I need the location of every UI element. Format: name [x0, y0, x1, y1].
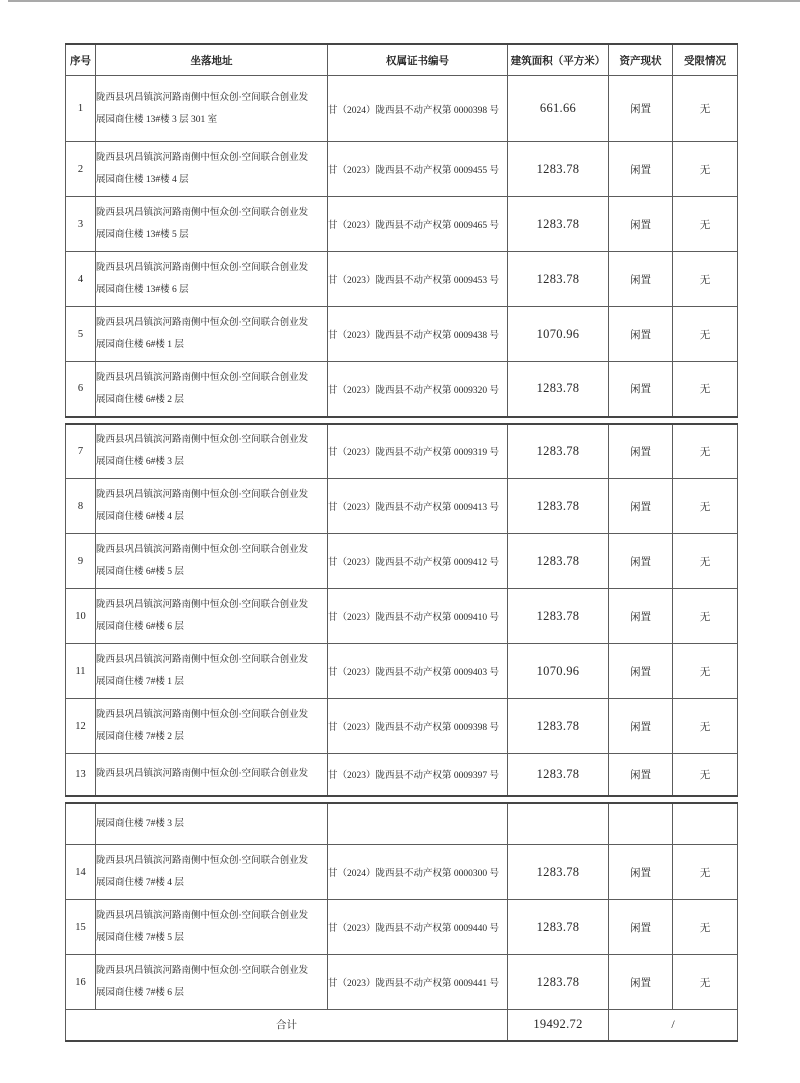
cell-restriction [673, 803, 738, 845]
address-line: 陇西县巩昌镇滨河路南侧中恒众创·空间联合创业发 [96, 655, 309, 665]
column-header-certificate: 权属证书编号 [328, 44, 508, 76]
cell-restriction: 无 [673, 644, 738, 699]
cell-status: 闲置 [609, 900, 673, 955]
cell-status: 闲置 [609, 142, 673, 197]
cell-certificate: 甘（2023）陇西县不动产权第 0009397 号 [328, 754, 508, 796]
cell-area: 1283.78 [508, 534, 609, 589]
cell-serial: 15 [66, 900, 96, 955]
asset-table-part-3 [65, 802, 738, 1042]
cell-certificate: 甘（2023）陇西县不动产权第 0009441 号 [328, 955, 508, 1010]
column-header-serial: 序号 [66, 44, 96, 76]
address-line: 陇西县巩昌镇滨河路南侧中恒众创·空间联合创业发 [96, 710, 309, 720]
cell-serial [66, 803, 96, 845]
table-header-row [66, 44, 738, 76]
cell-area: 1283.78 [508, 845, 609, 900]
cell-total-label: 合计 [66, 1010, 508, 1041]
cell-restriction: 无 [673, 424, 738, 479]
cell-address [96, 955, 328, 1010]
cell-address [96, 845, 328, 900]
cell-address [96, 197, 328, 252]
cell-address [96, 900, 328, 955]
column-header-status: 资产现状 [609, 44, 673, 76]
table-row [66, 252, 738, 307]
cell-certificate: 甘（2023）陇西县不动产权第 0009403 号 [328, 644, 508, 699]
column-header-area: 建筑面积（平方米） [508, 44, 609, 76]
table-row [66, 307, 738, 362]
cell-area: 1283.78 [508, 479, 609, 534]
cell-serial: 7 [66, 424, 96, 479]
cell-serial: 14 [66, 845, 96, 900]
address-line: 陇西县巩昌镇滨河路南侧中恒众创·空间联合创业发 [96, 600, 309, 610]
column-header-address: 坐落地址 [96, 44, 328, 76]
cell-address [96, 803, 328, 845]
cell-area: 1283.78 [508, 142, 609, 197]
address-line: 陇西县巩昌镇滨河路南侧中恒众创·空间联合创业发 [96, 263, 309, 273]
cell-address [96, 754, 328, 796]
address-line: 陇西县巩昌镇滨河路南侧中恒众创·空间联合创业发 [96, 856, 309, 866]
table-row [66, 197, 738, 252]
column-header-restriction: 受限情况 [673, 44, 738, 76]
cell-area: 1283.78 [508, 699, 609, 754]
asset-table-part-1 [65, 43, 738, 418]
asset-table-part-2 [65, 423, 738, 797]
address-line: 展园商住楼 13#楼 6 层 [96, 285, 189, 295]
address-line: 陇西县巩昌镇滨河路南侧中恒众创·空间联合创业发 [96, 208, 309, 218]
address-line: 展园商住楼 6#楼 1 层 [96, 340, 184, 350]
cell-area: 1283.78 [508, 362, 609, 417]
address-line: 展园商住楼 6#楼 4 层 [96, 512, 184, 522]
address-line: 展园商住楼 6#楼 6 层 [96, 622, 184, 632]
cell-restriction: 无 [673, 142, 738, 197]
cell-restriction: 无 [673, 754, 738, 796]
cell-status: 闲置 [609, 76, 673, 142]
cell-address [96, 362, 328, 417]
table-row-continuation [66, 803, 738, 845]
cell-status: 闲置 [609, 845, 673, 900]
cell-serial: 13 [66, 754, 96, 796]
cell-serial: 9 [66, 534, 96, 589]
table-row [66, 900, 738, 955]
address-line: 展园商住楼 6#楼 5 层 [96, 567, 184, 577]
address-line: 陇西县巩昌镇滨河路南侧中恒众创·空间联合创业发 [96, 966, 309, 976]
table-row [66, 754, 738, 796]
table-row [66, 142, 738, 197]
cell-serial: 8 [66, 479, 96, 534]
cell-certificate: 甘（2023）陇西县不动产权第 0009413 号 [328, 479, 508, 534]
cell-area: 1070.96 [508, 644, 609, 699]
cell-status: 闲置 [609, 754, 673, 796]
cell-restriction: 无 [673, 900, 738, 955]
cell-area: 1283.78 [508, 424, 609, 479]
cell-area [508, 803, 609, 845]
cell-address [96, 424, 328, 479]
cell-address [96, 644, 328, 699]
address-line: 陇西县巩昌镇滨河路南侧中恒众创·空间联合创业发 [96, 92, 309, 103]
cell-certificate: 甘（2023）陇西县不动产权第 0009440 号 [328, 900, 508, 955]
cell-restriction: 无 [673, 955, 738, 1010]
cell-status: 闲置 [609, 424, 673, 479]
cell-serial: 4 [66, 252, 96, 307]
address-line: 展园商住楼 7#楼 3 层 [96, 818, 184, 829]
cell-address [96, 307, 328, 362]
cell-address [96, 76, 328, 142]
table-total-row [66, 1010, 738, 1041]
cell-certificate: 甘（2023）陇西县不动产权第 0009398 号 [328, 699, 508, 754]
cell-address [96, 142, 328, 197]
cell-status: 闲置 [609, 197, 673, 252]
table-row [66, 845, 738, 900]
cell-area: 1283.78 [508, 955, 609, 1010]
cell-certificate: 甘（2023）陇西县不动产权第 0009465 号 [328, 197, 508, 252]
cell-restriction: 无 [673, 534, 738, 589]
address-line: 陇西县巩昌镇滨河路南侧中恒众创·空间联合创业发 [96, 318, 309, 328]
cell-status: 闲置 [609, 644, 673, 699]
address-line: 展园商住楼 7#楼 1 层 [96, 677, 184, 687]
cell-address [96, 589, 328, 644]
cell-total-status-restriction: / [609, 1010, 738, 1041]
table-row [66, 479, 738, 534]
cell-restriction: 无 [673, 589, 738, 644]
cell-serial: 16 [66, 955, 96, 1010]
cell-status: 闲置 [609, 955, 673, 1010]
table-row [66, 424, 738, 479]
cell-status: 闲置 [609, 534, 673, 589]
cell-area: 1283.78 [508, 589, 609, 644]
cell-restriction: 无 [673, 362, 738, 417]
cell-serial: 12 [66, 699, 96, 754]
address-line: 展园商住楼 6#楼 3 层 [96, 457, 184, 468]
table-row [66, 76, 738, 142]
table-row [66, 699, 738, 754]
cell-certificate: 甘（2023）陇西县不动产权第 0009455 号 [328, 142, 508, 197]
table-row [66, 534, 738, 589]
cell-serial: 11 [66, 644, 96, 699]
cell-area: 1283.78 [508, 197, 609, 252]
page-top-rule [8, 0, 800, 2]
cell-serial: 6 [66, 362, 96, 417]
cell-restriction: 无 [673, 307, 738, 362]
address-line: 展园商住楼 13#楼 5 层 [96, 230, 189, 240]
address-line: 展园商住楼 6#楼 2 层 [96, 394, 184, 405]
cell-serial: 2 [66, 142, 96, 197]
address-line: 展园商住楼 13#楼 3 层 301 室 [96, 114, 218, 125]
cell-area: 1283.78 [508, 754, 609, 796]
cell-address [96, 252, 328, 307]
cell-area: 1283.78 [508, 252, 609, 307]
cell-status: 闲置 [609, 699, 673, 754]
address-line: 展园商住楼 7#楼 5 层 [96, 933, 184, 943]
cell-certificate: 甘（2023）陇西县不动产权第 0009410 号 [328, 589, 508, 644]
address-line: 展园商住楼 7#楼 2 层 [96, 732, 184, 742]
cell-certificate: 甘（2023）陇西县不动产权第 0009412 号 [328, 534, 508, 589]
cell-total-area: 19492.72 [508, 1010, 609, 1041]
cell-certificate: 甘（2023）陇西县不动产权第 0009320 号 [328, 362, 508, 417]
cell-restriction: 无 [673, 252, 738, 307]
cell-restriction: 无 [673, 197, 738, 252]
cell-certificate: 甘（2023）陇西县不动产权第 0009438 号 [328, 307, 508, 362]
address-line: 陇西县巩昌镇滨河路南侧中恒众创·空间联合创业发 [96, 769, 309, 780]
address-line: 陇西县巩昌镇滨河路南侧中恒众创·空间联合创业发 [96, 372, 309, 383]
cell-serial: 1 [66, 76, 96, 142]
address-line: 陇西县巩昌镇滨河路南侧中恒众创·空间联合创业发 [96, 153, 309, 163]
address-line: 展园商住楼 13#楼 4 层 [96, 175, 189, 185]
address-line: 陇西县巩昌镇滨河路南侧中恒众创·空间联合创业发 [96, 545, 309, 555]
cell-area: 661.66 [508, 76, 609, 142]
cell-certificate: 甘（2024）陇西县不动产权第 0000300 号 [328, 845, 508, 900]
cell-restriction: 无 [673, 845, 738, 900]
cell-area: 1283.78 [508, 900, 609, 955]
table-row [66, 362, 738, 417]
table-row [66, 644, 738, 699]
cell-status: 闲置 [609, 252, 673, 307]
cell-area: 1070.96 [508, 307, 609, 362]
cell-restriction: 无 [673, 699, 738, 754]
cell-certificate: 甘（2023）陇西县不动产权第 0009453 号 [328, 252, 508, 307]
cell-serial: 3 [66, 197, 96, 252]
cell-certificate: 甘（2024）陇西县不动产权第 0000398 号 [328, 76, 508, 142]
table-row [66, 955, 738, 1010]
address-line: 陇西县巩昌镇滨河路南侧中恒众创·空间联合创业发 [96, 435, 309, 446]
cell-serial: 5 [66, 307, 96, 362]
cell-address [96, 479, 328, 534]
cell-status: 闲置 [609, 362, 673, 417]
cell-restriction: 无 [673, 76, 738, 142]
cell-address [96, 699, 328, 754]
cell-certificate: 甘（2023）陇西县不动产权第 0009319 号 [328, 424, 508, 479]
cell-certificate [328, 803, 508, 845]
cell-serial: 10 [66, 589, 96, 644]
cell-address [96, 534, 328, 589]
cell-status: 闲置 [609, 589, 673, 644]
address-line: 展园商住楼 7#楼 4 层 [96, 878, 184, 888]
cell-restriction: 无 [673, 479, 738, 534]
table-row [66, 589, 738, 644]
cell-status: 闲置 [609, 479, 673, 534]
address-line: 陇西县巩昌镇滨河路南侧中恒众创·空间联合创业发 [96, 490, 309, 500]
address-line: 陇西县巩昌镇滨河路南侧中恒众创·空间联合创业发 [96, 911, 309, 921]
address-line: 展园商住楼 7#楼 6 层 [96, 988, 184, 998]
cell-status [609, 803, 673, 845]
cell-status: 闲置 [609, 307, 673, 362]
